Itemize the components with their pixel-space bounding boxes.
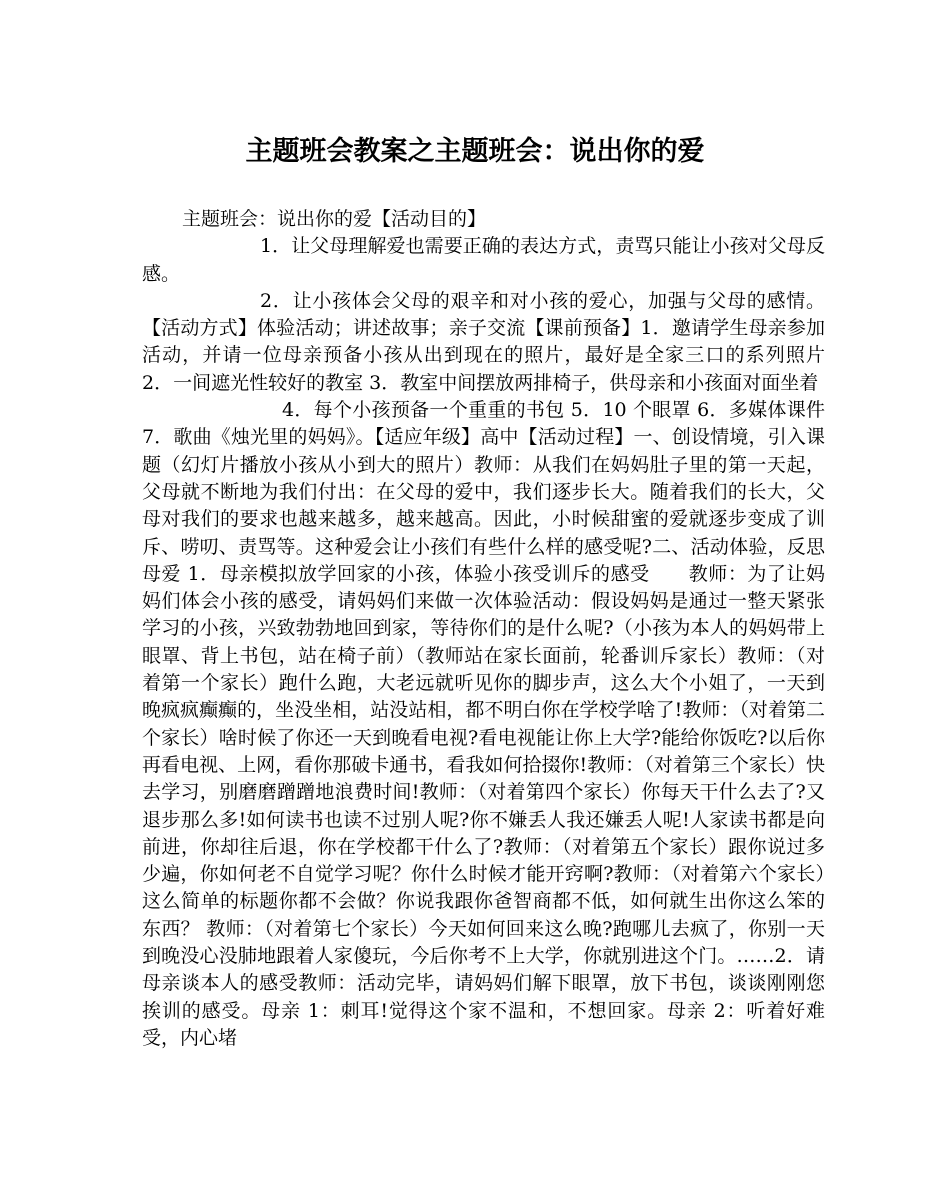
document-body xyxy=(142,206,825,1052)
paragraph-goal-1: 1．让父母理解爱也需要正确的表达方式，责骂只能让小孩对父母反感。 xyxy=(142,235,825,285)
paragraph-intro: 主题班会：说出你的爱【活动目的】 xyxy=(182,208,487,230)
paragraph-main: 4．每个小孩预备一个重重的书包 5．10 个眼罩 6．多媒体课件 7．歌曲《烛光里的妈妈》。【适应年级】高中【活动过程】一、创设情境，引入课题（幻灯片播放小孩从小到大的照片）教师：从我们在妈妈肚子里的第一天起，父母就不断地为我们付出：在父母的爱中，我们逐步长大。随着我们的长大，父母对我们的要求也越来越多，越来越高。因此，小时候甜蜜的爱就逐步变成了训斥、唠叨、责骂等。这种爱会让小孩们有些什么样的感受呢?二、活动体验，反思母爱 1．母亲模拟放学回家的小孩，体验小孩受训斥的感受 教师：为了让妈妈们体会小孩的感受，请妈妈们来做一次体验活动：假设妈妈是通过一整天紧张学习的小孩，兴致勃勃地回到家，等待你们的是什么呢?（小孩为本人的妈妈带上眼罩、背上书包，站在椅子前）（教师站在家长面前，轮番训斥家长）教师：（对着第一个家长）跑什么跑，大老远就听见你的脚步声，这么大个小姐了，一天到晚疯疯癫癫的，坐没坐相，站没站相，都不明白你在学校学啥了!教师：（对着第二个家长）啥时候了你还一天到晚看电视?看电视能让你上大学?能给你饭吃?以后你再看电视、上网，看你那破卡通书，看我如何拾掇你!教师：（对着第三个家长）快去学习，别磨磨蹭蹭地浪费时间!教师：（对着第四个家长）你每天干什么去了?又退步那么多!如何读书也读不过别人呢?你不嫌丢人我还嫌丢人呢!人家读书都是向前进，你却往后退，你在学校都干什么了?教师：（对着第五个家长）跟你说过多少遍，你如何老不自觉学习呢？你什么时候才能开窍啊?教师：（对着第六个家长）这么简单的标题你都不会做？你说我跟你爸智商都不低，如何就生出你这么笨的东西？ 教师：（对着第七个家长）今天如何回来这么晚?跑哪儿去疯了，你别一天到晚没心没肺地跟着人家傻玩，今后你考不上大学，你就别进这个门。……2．请母亲谈本人的感受教师：活动完毕，请妈妈们解下眼罩，放下书包，谈谈刚刚您挨训的感受。母亲 1：刺耳!觉得这个家不温和，不想回家。母亲 2：听着好难受，内心堵 xyxy=(142,399,825,1049)
paragraph-goal-2: 2．让小孩体会父母的艰辛和对小孩的爱心，加强与父母的感情。 【活动方式】体验活动；讲述故事；亲子交流【课前预备】1．邀请学生母亲参加活动，并请一位母亲预备小孩从出到现在的照片，最好是全家三口的系列照片 2．一间遮光性较好的教室 3．教室中间摆放两排椅子，供母亲和小孩面对面坐着 xyxy=(142,289,825,394)
document-title: 主题班会教案之主题班会：说出你的爱 xyxy=(245,136,705,167)
